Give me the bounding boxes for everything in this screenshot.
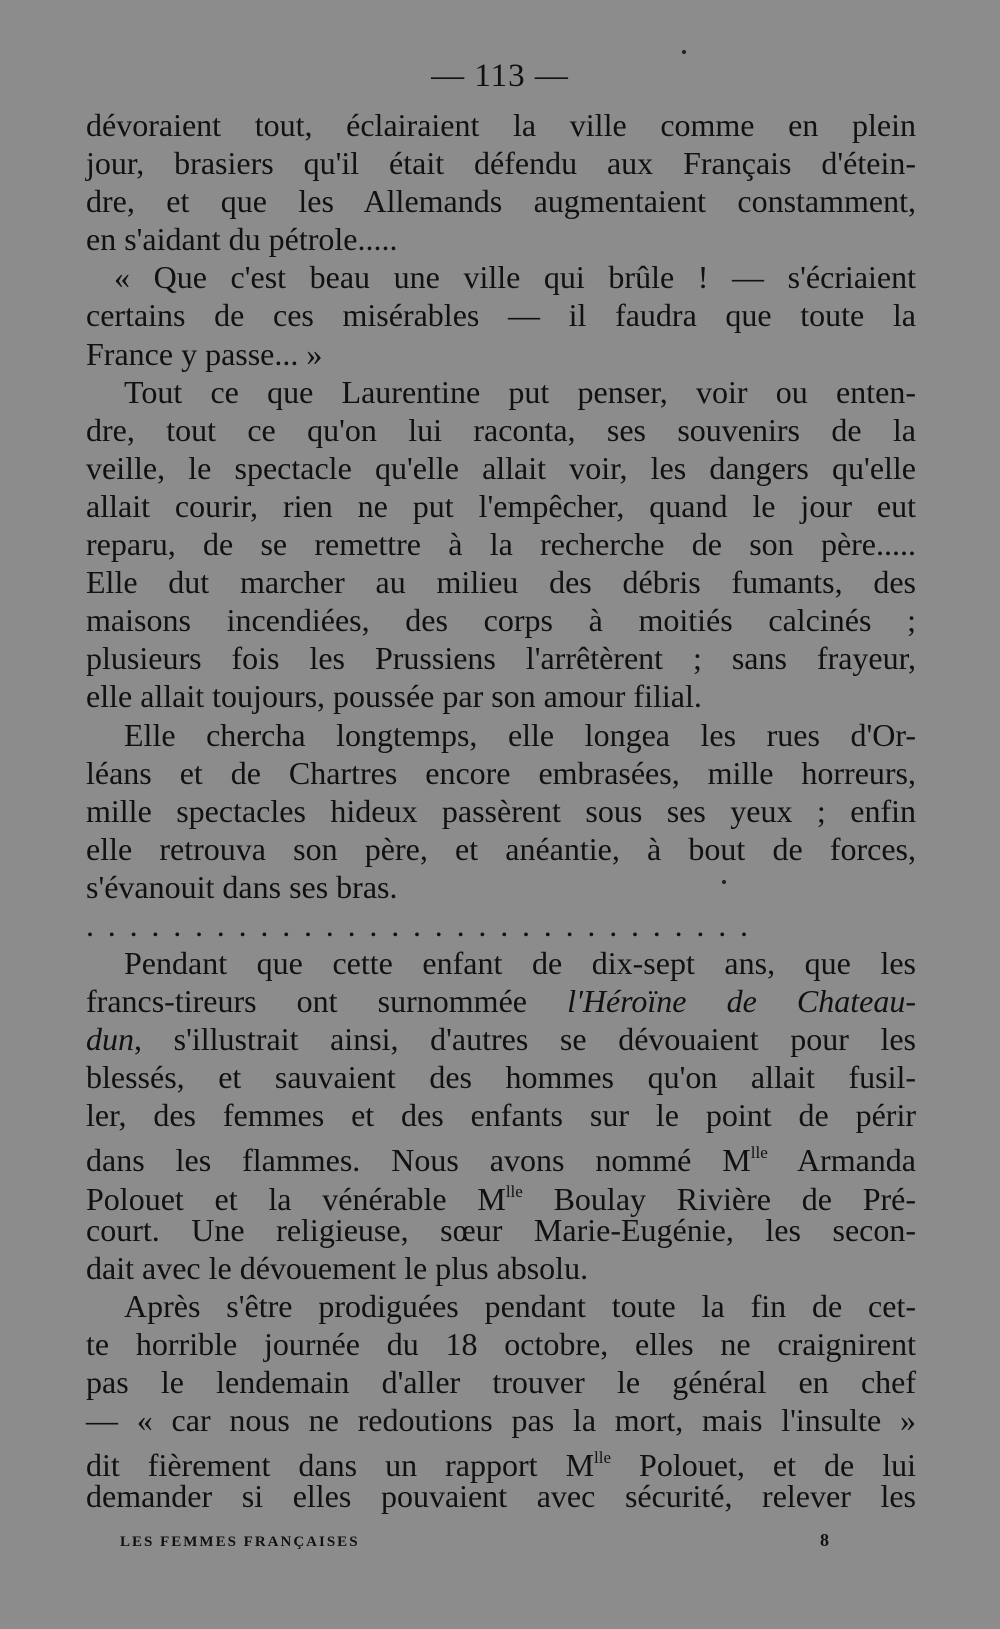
text-line xyxy=(86,335,916,373)
text-line xyxy=(86,144,916,182)
signature-mark: 8 xyxy=(820,1530,829,1550)
text-span: Polouet, et de lui xyxy=(611,1447,917,1484)
text-line xyxy=(86,449,916,487)
text-line xyxy=(86,639,916,677)
text-span: pas le lendemain d'aller trouver le général en chef xyxy=(86,1364,916,1400)
text-line xyxy=(86,1325,916,1363)
text-line xyxy=(86,1287,916,1325)
text-span: léans et de Chartres encore embrasées, mille horreurs, xyxy=(86,754,916,791)
text-line xyxy=(86,411,916,449)
text-span: France y passe... » xyxy=(86,335,323,372)
text-line xyxy=(86,754,916,792)
text-span: maisons incendiées, des corps à moitiés calcinés ; xyxy=(86,602,916,639)
text-span: dans les flammes. Nous avons nommé M xyxy=(86,1142,751,1179)
text-line xyxy=(86,944,916,982)
text-line xyxy=(86,677,916,715)
text-span: « Que c'est beau une ville qui brûle ! — s'écriaient xyxy=(114,259,916,296)
body-text xyxy=(86,106,916,1515)
text-line xyxy=(86,487,916,525)
italic-text: dun xyxy=(86,1021,134,1058)
text-span: veille, le spectacle qu'elle allait voir, les dangers qu'elle xyxy=(86,449,916,486)
text-line xyxy=(86,1096,916,1134)
text-line xyxy=(86,563,916,601)
text-span: francs-tireurs ont surnommée xyxy=(86,983,568,1020)
text-span: Polouet et la vénérable M xyxy=(86,1180,506,1217)
text-span: s'évanouit dans ses bras. xyxy=(86,868,398,905)
text-line xyxy=(86,1020,916,1058)
text-line xyxy=(86,716,916,754)
text-span: dévoraient tout, éclairaient la ville comme en plein xyxy=(86,107,916,143)
page-number: — 113 — xyxy=(431,58,569,94)
text-span: plusieurs fois les Prussiens l'arrêtèrent ; sans frayeur, xyxy=(86,640,916,677)
text-span: Elle dut marcher au milieu des débris fumants, des xyxy=(86,564,916,601)
text-span: en s'aidant du pétrole..... xyxy=(86,221,398,258)
text-span: te horrible journée du 18 octobre, elles ne craignirent xyxy=(86,1325,916,1362)
superscript: lle xyxy=(750,1143,768,1163)
text-span: allait courir, rien ne put l'empêcher, quand le jour eut xyxy=(86,487,916,524)
text-line xyxy=(86,1134,917,1179)
text-line xyxy=(86,106,916,144)
text-span: dre, tout ce qu'on lui raconta, ses souvenirs de la xyxy=(86,411,916,448)
text-span: , s'illustrait ainsi, d'autres se dévouaient pour les xyxy=(134,1021,916,1058)
text-span: — « car nous ne redoutions pas la mort, mais l'insulte » xyxy=(86,1402,916,1439)
text-line xyxy=(86,1439,917,1484)
text-span: dait avec le dévouement le plus absolu. xyxy=(86,1249,589,1286)
text-line xyxy=(86,373,916,411)
text-span: Tout ce que Laurentine put penser, voir ou enten- xyxy=(124,373,916,410)
text-line xyxy=(86,868,916,906)
text-line xyxy=(86,1401,916,1439)
text-span: dre, et que les Allemands augmentaient constamment, xyxy=(86,183,916,220)
footer-signature: LES FEMMES FRANÇAISES xyxy=(120,1534,360,1550)
text-line xyxy=(86,258,916,296)
superscript: lle xyxy=(505,1181,523,1201)
text-span: Boulay Rivière de Pré- xyxy=(522,1180,917,1217)
text-line xyxy=(86,1173,917,1217)
text-line xyxy=(86,1249,916,1287)
italic-text: l'Héroïne de Chateau- xyxy=(567,983,917,1020)
text-line xyxy=(86,830,916,868)
text-span: reparu, de se remettre à la recherche de son père..... xyxy=(86,526,916,563)
text-line xyxy=(86,792,916,830)
ink-speck xyxy=(682,50,686,54)
text-span: dit fièrement dans un rapport M xyxy=(86,1447,595,1484)
text-span: demander si elles pouvaient avec sécurité, relever les xyxy=(86,1478,916,1515)
superscript: lle xyxy=(594,1448,612,1468)
text-line xyxy=(86,1058,916,1096)
text-line xyxy=(86,525,916,563)
text-span: court. Une religieuse, sœur Marie-Eugénie, les secon- xyxy=(86,1211,916,1248)
text-line xyxy=(86,1211,916,1249)
text-span: ler, des femmes et des enfants sur le point de périr xyxy=(86,1097,916,1134)
text-line xyxy=(86,601,916,639)
text-span: blessés, et sauvaient des hommes qu'on allait fusil- xyxy=(86,1059,916,1096)
section-separator: ............................... xyxy=(86,906,762,943)
text-span: mille spectacles hideux passèrent sous ses yeux ; enfin xyxy=(86,792,916,829)
text-line xyxy=(86,1363,916,1401)
text-line xyxy=(86,220,916,258)
text-line xyxy=(86,982,916,1020)
text-line xyxy=(86,182,916,220)
text-span: Elle chercha longtemps, elle longea les rues d'Or- xyxy=(124,716,916,753)
text-span: Après s'être prodiguées pendant toute la fin de cet- xyxy=(124,1287,916,1324)
text-span: elle retrouva son père, et anéantie, à bout de forces, xyxy=(86,830,916,867)
text-line xyxy=(86,296,916,334)
text-span: Pendant que cette enfant de dix-sept ans, que les xyxy=(124,944,916,981)
text-span: Armanda xyxy=(767,1142,917,1179)
text-line xyxy=(86,1477,916,1515)
text-span: elle allait toujours, poussée par son amour filial. xyxy=(86,678,702,715)
text-span: jour, brasiers qu'il était défendu aux Français d'étein- xyxy=(86,145,916,182)
ink-speck xyxy=(722,880,726,884)
text-span: certains de ces misérables — il faudra que toute la xyxy=(86,297,916,334)
